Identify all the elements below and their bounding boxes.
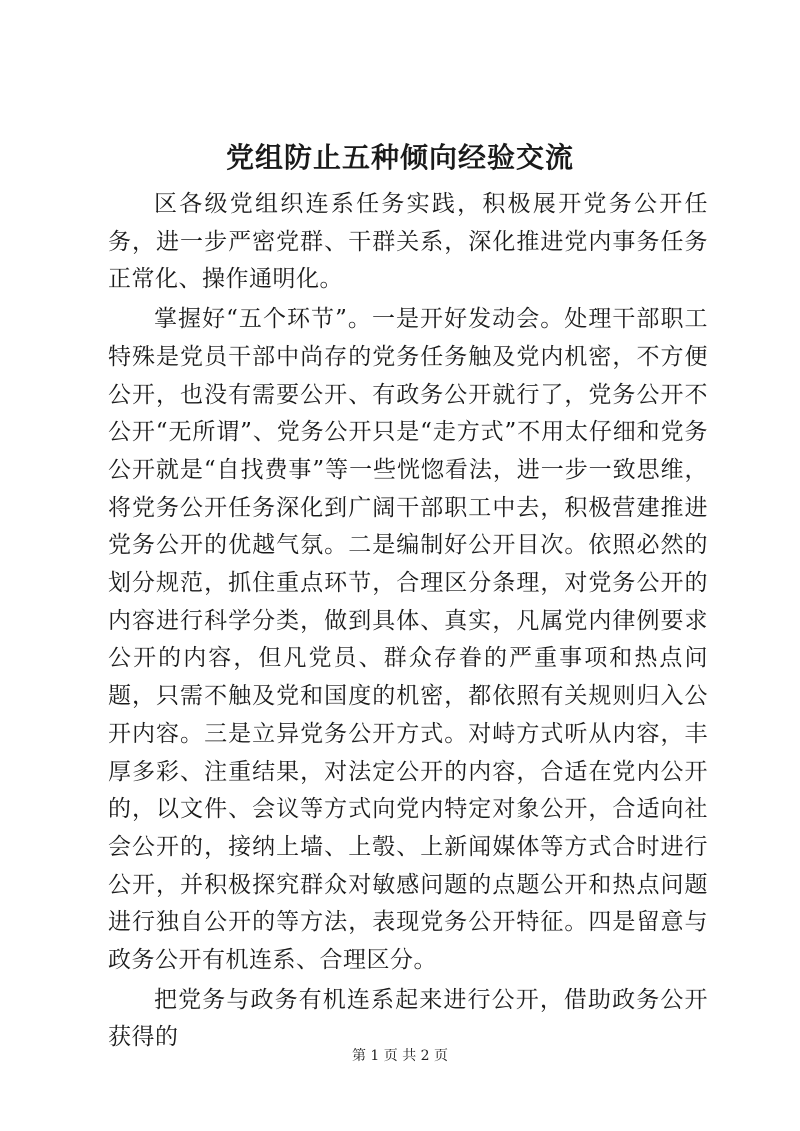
paragraph-party-government: 把党务与政务有机连系起来进行公开，借助政务公开获得的 xyxy=(108,986,708,1051)
paragraph-intro: 区各级党组织连系任务实践，积极展开党务公开任务，进一步严密党群、干群关系，深化推进党内事务任务正常化、操作通明化。 xyxy=(108,191,708,293)
document-body xyxy=(108,186,708,1057)
document-title: 党组防止五种倾向经验交流 xyxy=(225,141,574,174)
page-footer: 第 1 页 共 2 页 xyxy=(351,1048,449,1064)
paragraph-five-links: 掌握好“五个环节”。一是开好发动会。处理干部职工特殊是党员干部中尚存的党务任务触及党内机密，不方便公开，也没有需要公开、有政务公开就行了，党务公开不公开“无所谓”、党务公开只是“走方式”不用太仔细和党务公开就是“自找费事”等一些恍惚看法，进一步一致思维，将党务公开任务深化到广阔干部职工中去，积极营建推进党务公开的优越气氛。二是编制好公开目次。依照必然的划分规范，抓住重点环节，合理区分条理，对党务公开的内容进行科学分类，做到具体、真实，凡属党内律例要求公开的内容，但凡党员、群众存眷的严重事项和热点问题，只需不触及党和国度的机密，都依照有关规则归入公开内容。三是立异党务公开方式。对峙方式听从内容，丰厚多彩、注重结果，对法定公开的内容，合适在党内公开的，以文件、会议等方式向党内特定对象公开，合适向社会公开的，接纳上墙、上彀、上新闻媒体等方式合时进行公开，并积极探究群众对敏感问题的点题公开和热点问题进行独自公开的等方法，表现党务公开特征。四是留意与政务公开有机连系、合理区分。 xyxy=(108,306,708,974)
